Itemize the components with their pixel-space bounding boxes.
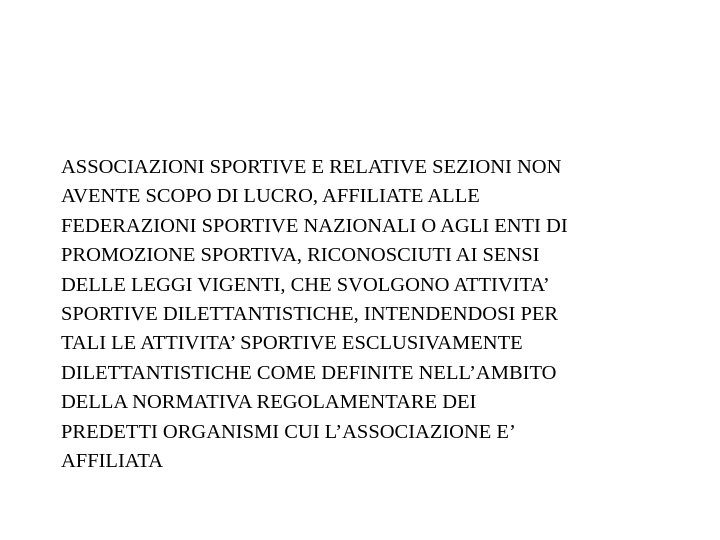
text-line-6: SPORTIVE DILETTANTISTICHE, INTENDENDOSI PER	[61, 303, 559, 326]
text-line-9: DELLA NORMATIVA REGOLAMENTARE DEI	[61, 391, 477, 414]
text-line-2: AVENTE SCOPO DI LUCRO, AFFILIATE ALLE	[61, 185, 480, 208]
text-line-10: PREDETTI ORGANISMI CUI L’ASSOCIAZIONE E’	[61, 420, 516, 443]
text-line-5: DELLE LEGGI VIGENTI, CHE SVOLGONO ATTIVITA’	[61, 273, 550, 296]
text-line-4: PROMOZIONE SPORTIVA, RICONOSCIUTI AI SENSI	[61, 244, 540, 267]
text-line-1: ASSOCIAZIONI SPORTIVE E RELATIVE SEZIONI NON	[61, 156, 562, 178]
text-line-8: DILETTANTISTICHE COME DEFINITE NELL’AMBITO	[61, 361, 557, 384]
text-line-3: FEDERAZIONI SPORTIVE NAZIONALI O AGLI ENTI DI	[61, 214, 568, 237]
text-line-11: AFFILIATA	[61, 450, 163, 473]
text-line-7: TALI LE ATTIVITA’ SPORTIVE ESCLUSIVAMENTE	[61, 332, 523, 355]
body-text	[61, 153, 701, 476]
